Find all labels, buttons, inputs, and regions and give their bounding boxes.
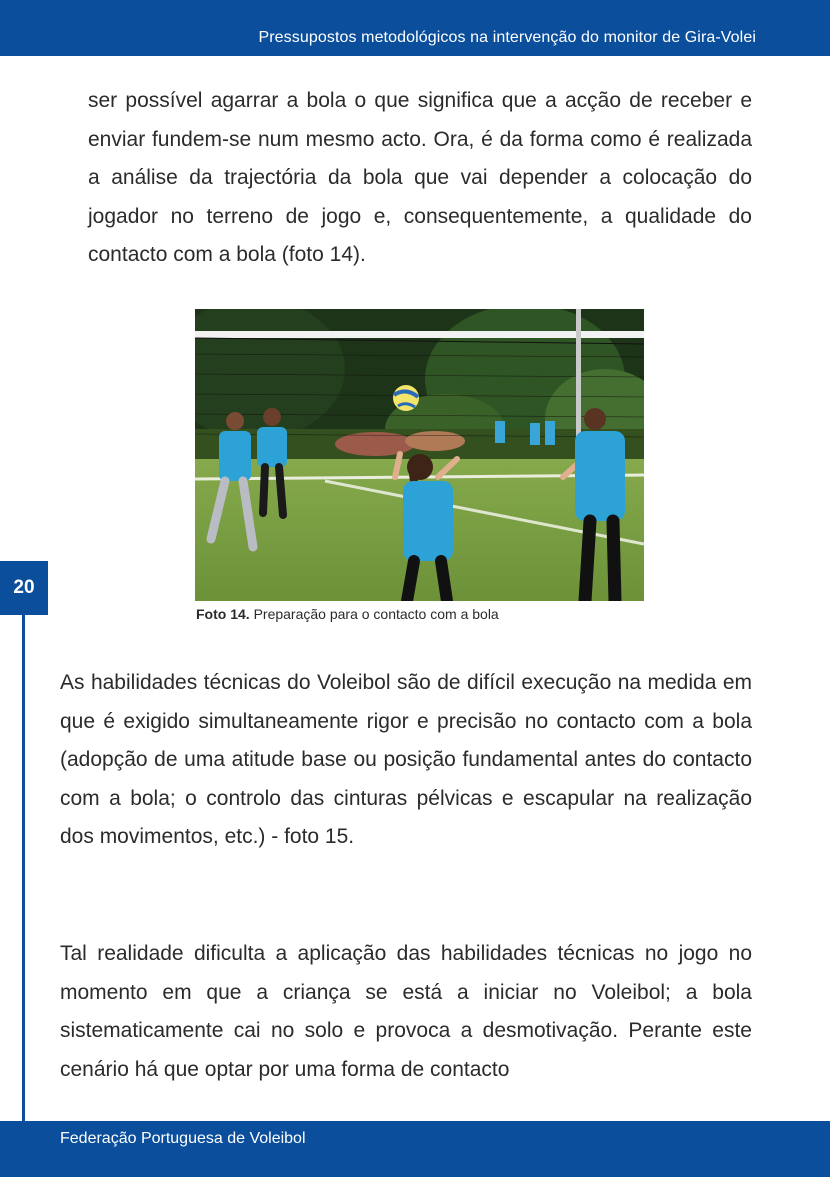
body-paragraph-1: ser possível agarrar a bola o que significa que a acção de receber e enviar fundem-se num mesmo acto. Ora, é da forma como é realizada a análise da trajectória da bola que vai depender a colocação do jogador no terreno de jogo e, consequentemente, a qualidade do contacto com a bola (foto 14).: [88, 89, 752, 266]
photo-caption-label: Foto 14.: [196, 606, 250, 622]
page-number-tab: [0, 561, 48, 615]
body-paragraph-2: As habilidades técnicas do Voleibol são de difícil execução na medida em que é exigido simultaneamente rigor e precisão no contacto com a bola (adopção de uma atitude base ou posição fundamental antes do contacto com a bola; o controlo das cinturas pélvicas e escapular na realização dos movimentos, etc.) - foto 15.: [60, 671, 752, 848]
header-band: [0, 0, 830, 56]
photo-caption-text: Preparação para o contacto com a bola: [253, 606, 499, 622]
photo-volleyball-practice: [195, 309, 644, 601]
footer-publisher: Federação Portuguesa de Voleibol: [60, 1130, 306, 1147]
running-header-title: Pressupostos metodológicos na intervenção do monitor de Gira-Volei: [258, 29, 756, 46]
page-number: 20: [13, 577, 35, 598]
photo-illustration: [195, 309, 644, 601]
body-paragraph-3: Tal realidade dificulta a aplicação das habilidades técnicas no jogo no momento em que a criança se está a iniciar no Voleibol; a bola sistematicamente cai no solo e provoca a desmotivação. Perante este cenário há que optar por uma forma de contacto: [60, 942, 752, 1081]
side-margin-line: [22, 614, 25, 1124]
photo-caption: [196, 606, 499, 622]
